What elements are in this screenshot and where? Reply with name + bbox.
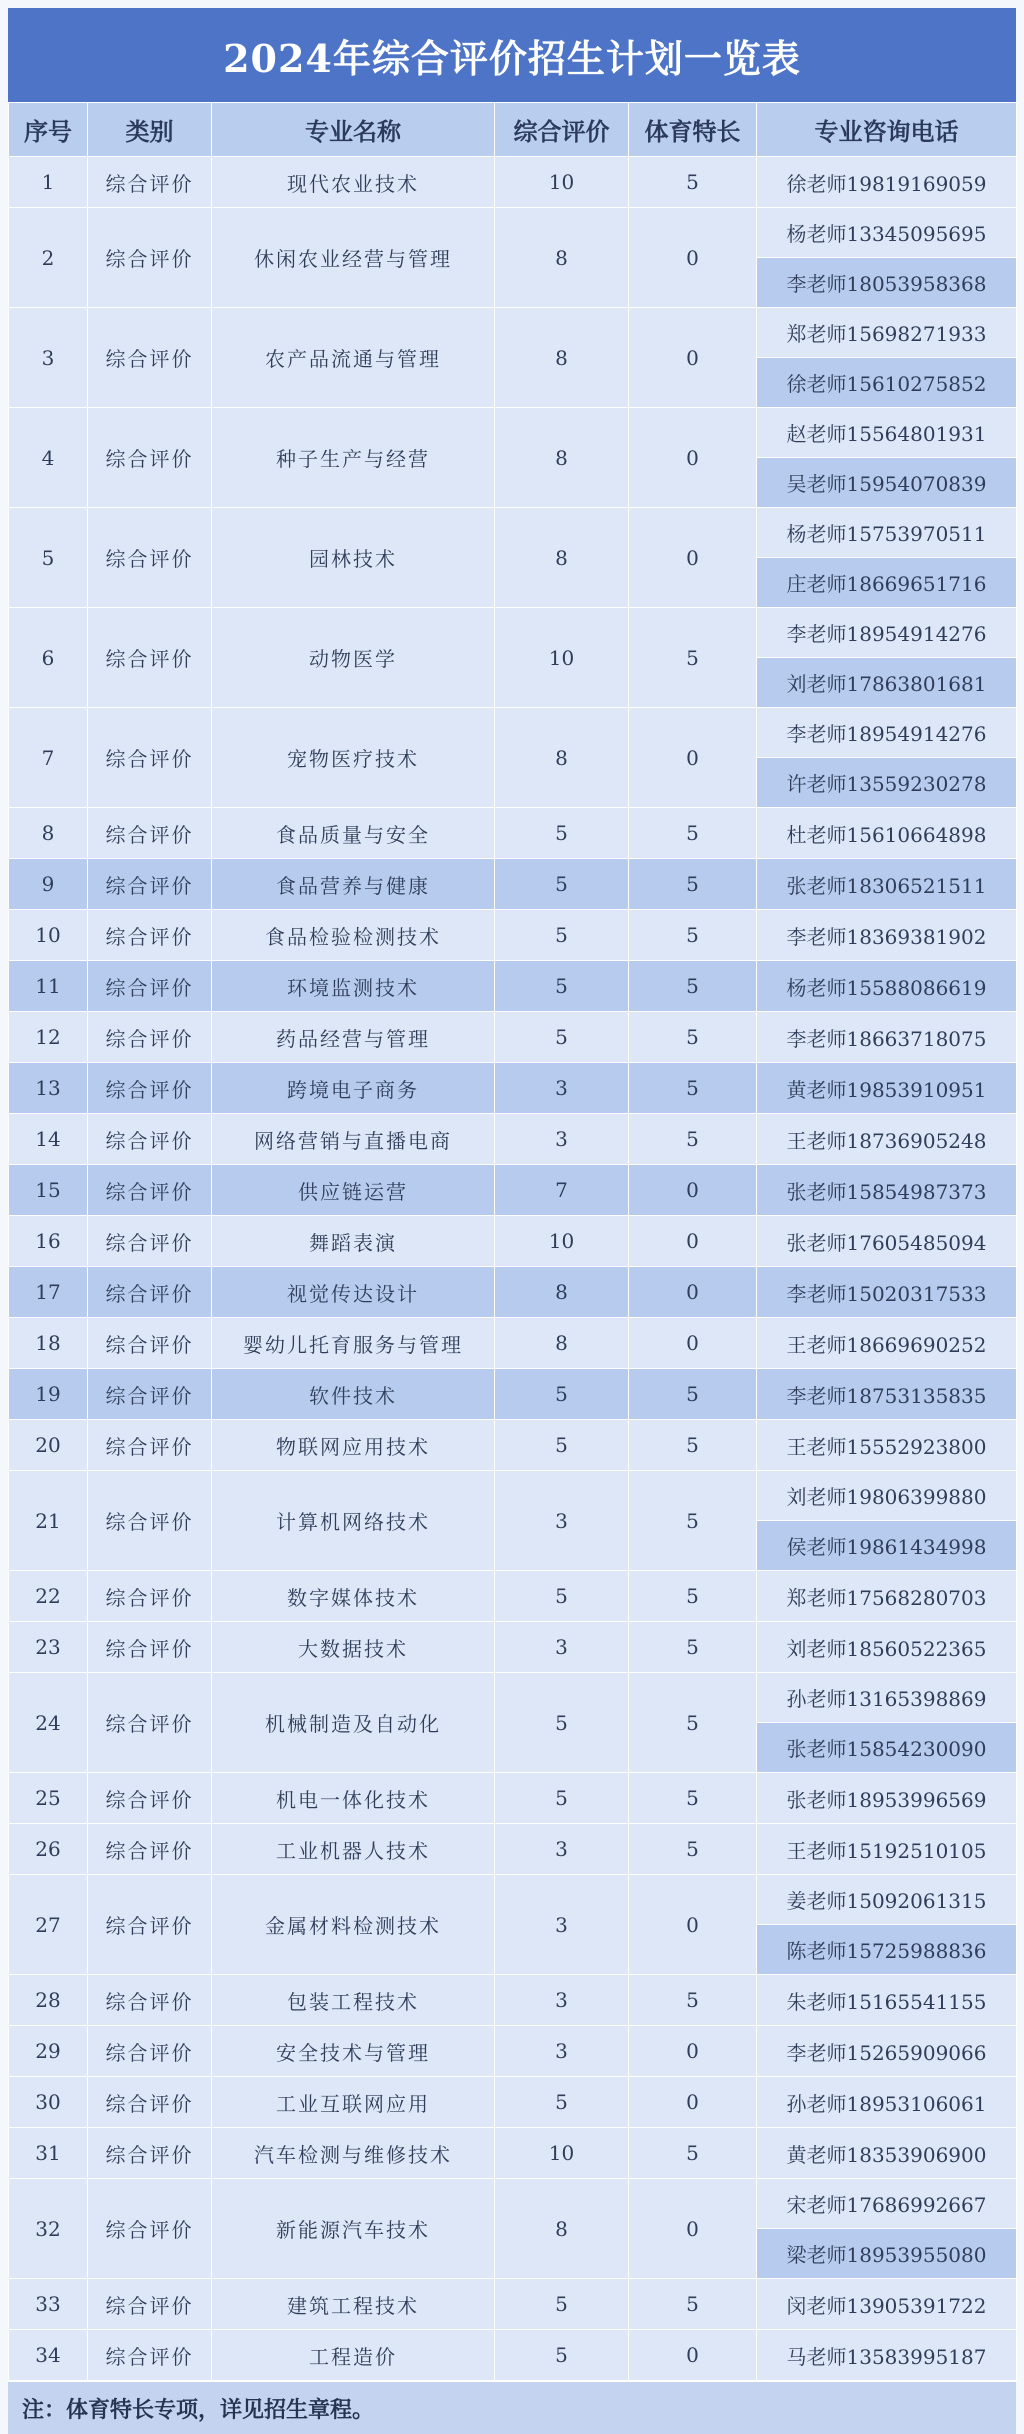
row-comprehensive-quota: 5 [495, 910, 629, 961]
row-number: 33 [9, 2279, 88, 2330]
row-major: 包装工程技术 [212, 1975, 495, 2026]
row-comprehensive-quota: 3 [495, 1824, 629, 1875]
row-category: 综合评价 [88, 408, 212, 508]
row-major: 婴幼儿托育服务与管理 [212, 1318, 495, 1369]
row-comprehensive-quota: 10 [495, 1216, 629, 1267]
row-category: 综合评价 [88, 1012, 212, 1063]
row-phone: 黄老师18353906900 [757, 2128, 1017, 2179]
row-category: 综合评价 [88, 1114, 212, 1165]
row-sports-quota: 5 [629, 910, 757, 961]
row-number: 31 [9, 2128, 88, 2179]
row-phone: 杨老师15588086619 [757, 961, 1017, 1012]
row-major: 药品经营与管理 [212, 1012, 495, 1063]
row-number: 23 [9, 1622, 88, 1673]
row-sports-quota: 0 [629, 408, 757, 508]
row-sports-quota: 5 [629, 2128, 757, 2179]
row-number: 4 [9, 408, 88, 508]
row-category: 综合评价 [88, 1420, 212, 1471]
row-comprehensive-quota: 8 [495, 508, 629, 608]
row-comprehensive-quota: 8 [495, 708, 629, 808]
row-category: 综合评价 [88, 208, 212, 308]
row-comprehensive-quota: 5 [495, 2279, 629, 2330]
row-phone: 孙老师13165398869 [757, 1673, 1017, 1723]
row-phone: 李老师18663718075 [757, 1012, 1017, 1063]
row-number: 3 [9, 308, 88, 408]
table-row [9, 1622, 1017, 1673]
row-category: 综合评价 [88, 2128, 212, 2179]
row-category: 综合评价 [88, 1875, 212, 1975]
row-comprehensive-quota: 5 [495, 961, 629, 1012]
table-row [9, 2077, 1017, 2128]
row-sports-quota: 0 [629, 1216, 757, 1267]
row-sports-quota: 5 [629, 1975, 757, 2026]
table-row [9, 508, 1017, 558]
row-category: 综合评价 [88, 2179, 212, 2279]
row-comprehensive-quota: 3 [495, 1063, 629, 1114]
row-comprehensive-quota: 3 [495, 1471, 629, 1571]
row-category: 综合评价 [88, 1622, 212, 1673]
header-category: 类别 [88, 103, 212, 157]
row-phone: 王老师15192510105 [757, 1824, 1017, 1875]
row-comprehensive-quota: 3 [495, 1975, 629, 2026]
header-row [9, 103, 1017, 157]
row-comprehensive-quota: 8 [495, 208, 629, 308]
table-row [9, 859, 1017, 910]
row-phone: 王老师18736905248 [757, 1114, 1017, 1165]
row-sports-quota: 0 [629, 708, 757, 808]
row-comprehensive-quota: 8 [495, 308, 629, 408]
row-number: 24 [9, 1673, 88, 1773]
table-row [9, 1824, 1017, 1875]
row-number: 5 [9, 508, 88, 608]
row-category: 综合评价 [88, 1975, 212, 2026]
row-number: 30 [9, 2077, 88, 2128]
row-category: 综合评价 [88, 2330, 212, 2381]
table-row [9, 1369, 1017, 1420]
row-comprehensive-quota: 5 [495, 1773, 629, 1824]
row-major: 大数据技术 [212, 1622, 495, 1673]
row-category: 综合评价 [88, 308, 212, 408]
table-row [9, 1012, 1017, 1063]
table-row [9, 208, 1017, 258]
table-row [9, 2279, 1017, 2330]
row-phone: 马老师13583995187 [757, 2330, 1017, 2381]
row-phone: 李老师18053958368 [757, 258, 1017, 308]
row-sports-quota: 5 [629, 1012, 757, 1063]
row-category: 综合评价 [88, 157, 212, 208]
table-row [9, 2026, 1017, 2077]
row-sports-quota: 5 [629, 1773, 757, 1824]
row-number: 34 [9, 2330, 88, 2381]
row-number: 6 [9, 608, 88, 708]
row-number: 32 [9, 2179, 88, 2279]
row-category: 综合评价 [88, 1673, 212, 1773]
row-major: 计算机网络技术 [212, 1471, 495, 1571]
row-category: 综合评价 [88, 608, 212, 708]
row-number: 19 [9, 1369, 88, 1420]
row-phone: 王老师18669690252 [757, 1318, 1017, 1369]
row-phone: 徐老师19819169059 [757, 157, 1017, 208]
row-major: 机电一体化技术 [212, 1773, 495, 1824]
row-sports-quota: 0 [629, 1875, 757, 1975]
row-major: 现代农业技术 [212, 157, 495, 208]
table-row [9, 308, 1017, 358]
row-number: 10 [9, 910, 88, 961]
row-comprehensive-quota: 5 [495, 1420, 629, 1471]
row-sports-quota: 0 [629, 1165, 757, 1216]
row-sports-quota: 5 [629, 961, 757, 1012]
row-major: 动物医学 [212, 608, 495, 708]
row-comprehensive-quota: 10 [495, 157, 629, 208]
row-category: 综合评价 [88, 961, 212, 1012]
table-row [9, 1114, 1017, 1165]
row-number: 12 [9, 1012, 88, 1063]
table-row [9, 1875, 1017, 1925]
row-sports-quota: 0 [629, 2179, 757, 2279]
row-major: 休闲农业经营与管理 [212, 208, 495, 308]
row-phone: 宋老师17686992667 [757, 2179, 1017, 2229]
row-major: 宠物医疗技术 [212, 708, 495, 808]
table-row [9, 2128, 1017, 2179]
row-category: 综合评价 [88, 1318, 212, 1369]
row-comprehensive-quota: 3 [495, 2026, 629, 2077]
row-phone: 刘老师17863801681 [757, 658, 1017, 708]
row-category: 综合评价 [88, 1773, 212, 1824]
row-major: 视觉传达设计 [212, 1267, 495, 1318]
row-comprehensive-quota: 8 [495, 1267, 629, 1318]
table-row [9, 708, 1017, 758]
row-comprehensive-quota: 5 [495, 2077, 629, 2128]
row-category: 综合评价 [88, 1571, 212, 1622]
row-comprehensive-quota: 8 [495, 2179, 629, 2279]
row-major: 金属材料检测技术 [212, 1875, 495, 1975]
row-number: 22 [9, 1571, 88, 1622]
table-row [9, 1420, 1017, 1471]
row-phone: 李老师15020317533 [757, 1267, 1017, 1318]
row-sports-quota: 5 [629, 1114, 757, 1165]
header-comprehensive: 综合评价 [495, 103, 629, 157]
row-number: 2 [9, 208, 88, 308]
row-major: 园林技术 [212, 508, 495, 608]
row-number: 13 [9, 1063, 88, 1114]
row-number: 11 [9, 961, 88, 1012]
header-phone: 专业咨询电话 [757, 103, 1017, 157]
table-row [9, 1267, 1017, 1318]
enrollment-plan-table [8, 102, 1017, 2381]
row-number: 8 [9, 808, 88, 859]
row-sports-quota: 0 [629, 2077, 757, 2128]
header-sports: 体育特长 [629, 103, 757, 157]
row-sports-quota: 5 [629, 1571, 757, 1622]
row-major: 农产品流通与管理 [212, 308, 495, 408]
row-sports-quota: 5 [629, 1471, 757, 1571]
row-phone: 刘老师19806399880 [757, 1471, 1017, 1521]
row-sports-quota: 5 [629, 608, 757, 708]
row-phone: 陈老师15725988836 [757, 1925, 1017, 1975]
table-row [9, 961, 1017, 1012]
row-category: 综合评价 [88, 1267, 212, 1318]
row-phone: 孙老师18953106061 [757, 2077, 1017, 2128]
row-phone: 李老师18753135835 [757, 1369, 1017, 1420]
row-phone: 李老师15265909066 [757, 2026, 1017, 2077]
table-row [9, 1471, 1017, 1521]
row-sports-quota: 5 [629, 1622, 757, 1673]
row-category: 综合评价 [88, 2077, 212, 2128]
row-major: 工程造价 [212, 2330, 495, 2381]
row-phone: 郑老师17568280703 [757, 1571, 1017, 1622]
row-number: 17 [9, 1267, 88, 1318]
table-row [9, 1216, 1017, 1267]
row-phone: 侯老师19861434998 [757, 1521, 1017, 1571]
footnote: 注：体育特长专项，详见招生章程。 [8, 2381, 1016, 2434]
row-sports-quota: 5 [629, 1824, 757, 1875]
row-sports-quota: 0 [629, 2330, 757, 2381]
row-phone: 李老师18954914276 [757, 608, 1017, 658]
row-major: 食品质量与安全 [212, 808, 495, 859]
header-major: 专业名称 [212, 103, 495, 157]
row-category: 综合评价 [88, 2279, 212, 2330]
row-number: 1 [9, 157, 88, 208]
row-phone: 朱老师15165541155 [757, 1975, 1017, 2026]
table-row [9, 1773, 1017, 1824]
row-number: 28 [9, 1975, 88, 2026]
row-category: 综合评价 [88, 2026, 212, 2077]
row-major: 跨境电子商务 [212, 1063, 495, 1114]
row-category: 综合评价 [88, 1471, 212, 1571]
row-phone: 闵老师13905391722 [757, 2279, 1017, 2330]
row-number: 26 [9, 1824, 88, 1875]
row-phone: 杜老师15610664898 [757, 808, 1017, 859]
table-row [9, 808, 1017, 859]
row-sports-quota: 0 [629, 1267, 757, 1318]
row-number: 21 [9, 1471, 88, 1571]
row-major: 安全技术与管理 [212, 2026, 495, 2077]
row-major: 网络营销与直播电商 [212, 1114, 495, 1165]
row-comprehensive-quota: 5 [495, 2330, 629, 2381]
row-major: 建筑工程技术 [212, 2279, 495, 2330]
row-major: 食品检验检测技术 [212, 910, 495, 961]
row-phone: 张老师15854230090 [757, 1723, 1017, 1773]
row-phone: 王老师15552923800 [757, 1420, 1017, 1471]
row-major: 新能源汽车技术 [212, 2179, 495, 2279]
table-title: 2024年综合评价招生计划一览表 [8, 8, 1016, 102]
row-comprehensive-quota: 5 [495, 1012, 629, 1063]
row-comprehensive-quota: 3 [495, 1622, 629, 1673]
row-phone: 庄老师18669651716 [757, 558, 1017, 608]
row-phone: 郑老师15698271933 [757, 308, 1017, 358]
row-category: 综合评价 [88, 1165, 212, 1216]
row-category: 综合评价 [88, 808, 212, 859]
row-comprehensive-quota: 8 [495, 1318, 629, 1369]
row-comprehensive-quota: 5 [495, 859, 629, 910]
row-sports-quota: 0 [629, 1318, 757, 1369]
row-sports-quota: 0 [629, 308, 757, 408]
row-phone: 张老师18953996569 [757, 1773, 1017, 1824]
row-sports-quota: 5 [629, 2279, 757, 2330]
row-number: 18 [9, 1318, 88, 1369]
table-row [9, 2179, 1017, 2229]
row-phone: 黄老师19853910951 [757, 1063, 1017, 1114]
row-number: 27 [9, 1875, 88, 1975]
row-phone: 杨老师13345095695 [757, 208, 1017, 258]
row-major: 工业机器人技术 [212, 1824, 495, 1875]
table-row [9, 157, 1017, 208]
row-comprehensive-quota: 5 [495, 808, 629, 859]
row-category: 综合评价 [88, 1216, 212, 1267]
row-major: 种子生产与经营 [212, 408, 495, 508]
table-row [9, 1975, 1017, 2026]
row-phone: 梁老师18953955080 [757, 2229, 1017, 2279]
table-row [9, 1571, 1017, 1622]
table-row [9, 408, 1017, 458]
row-number: 9 [9, 859, 88, 910]
row-phone: 李老师18954914276 [757, 708, 1017, 758]
row-phone: 赵老师15564801931 [757, 408, 1017, 458]
row-number: 25 [9, 1773, 88, 1824]
row-comprehensive-quota: 5 [495, 1673, 629, 1773]
row-comprehensive-quota: 7 [495, 1165, 629, 1216]
plan-sheet [8, 8, 1016, 2425]
row-major: 机械制造及自动化 [212, 1673, 495, 1773]
table-row [9, 1673, 1017, 1723]
row-phone: 吴老师15954070839 [757, 458, 1017, 508]
row-category: 综合评价 [88, 859, 212, 910]
row-phone: 张老师15854987373 [757, 1165, 1017, 1216]
table-row [9, 1063, 1017, 1114]
row-sports-quota: 0 [629, 508, 757, 608]
row-sports-quota: 5 [629, 1420, 757, 1471]
row-phone: 许老师13559230278 [757, 758, 1017, 808]
row-comprehensive-quota: 5 [495, 1571, 629, 1622]
row-number: 14 [9, 1114, 88, 1165]
row-category: 综合评价 [88, 708, 212, 808]
row-major: 食品营养与健康 [212, 859, 495, 910]
row-number: 20 [9, 1420, 88, 1471]
row-number: 29 [9, 2026, 88, 2077]
row-number: 16 [9, 1216, 88, 1267]
row-phone: 徐老师15610275852 [757, 358, 1017, 408]
row-category: 综合评价 [88, 1824, 212, 1875]
row-sports-quota: 5 [629, 1063, 757, 1114]
row-phone: 姜老师15092061315 [757, 1875, 1017, 1925]
row-sports-quota: 5 [629, 1673, 757, 1773]
row-sports-quota: 0 [629, 208, 757, 308]
row-comprehensive-quota: 5 [495, 1369, 629, 1420]
table-row [9, 1165, 1017, 1216]
row-phone: 张老师18306521511 [757, 859, 1017, 910]
row-phone: 刘老师18560522365 [757, 1622, 1017, 1673]
row-comprehensive-quota: 10 [495, 2128, 629, 2179]
row-category: 综合评价 [88, 1369, 212, 1420]
row-category: 综合评价 [88, 508, 212, 608]
row-sports-quota: 5 [629, 1369, 757, 1420]
table-row [9, 2330, 1017, 2381]
row-comprehensive-quota: 3 [495, 1875, 629, 1975]
row-category: 综合评价 [88, 910, 212, 961]
row-category: 综合评价 [88, 1063, 212, 1114]
row-major: 物联网应用技术 [212, 1420, 495, 1471]
row-major: 环境监测技术 [212, 961, 495, 1012]
row-comprehensive-quota: 10 [495, 608, 629, 708]
header-no: 序号 [9, 103, 88, 157]
row-major: 供应链运营 [212, 1165, 495, 1216]
row-major: 汽车检测与维修技术 [212, 2128, 495, 2179]
row-phone: 张老师17605485094 [757, 1216, 1017, 1267]
row-major: 工业互联网应用 [212, 2077, 495, 2128]
row-sports-quota: 5 [629, 859, 757, 910]
row-phone: 杨老师15753970511 [757, 508, 1017, 558]
row-major: 舞蹈表演 [212, 1216, 495, 1267]
row-comprehensive-quota: 8 [495, 408, 629, 508]
row-major: 数字媒体技术 [212, 1571, 495, 1622]
table-row [9, 1318, 1017, 1369]
row-phone: 李老师18369381902 [757, 910, 1017, 961]
row-number: 7 [9, 708, 88, 808]
row-sports-quota: 5 [629, 157, 757, 208]
row-sports-quota: 5 [629, 808, 757, 859]
table-row [9, 910, 1017, 961]
row-number: 15 [9, 1165, 88, 1216]
row-sports-quota: 0 [629, 2026, 757, 2077]
row-comprehensive-quota: 3 [495, 1114, 629, 1165]
table-row [9, 608, 1017, 658]
row-major: 软件技术 [212, 1369, 495, 1420]
